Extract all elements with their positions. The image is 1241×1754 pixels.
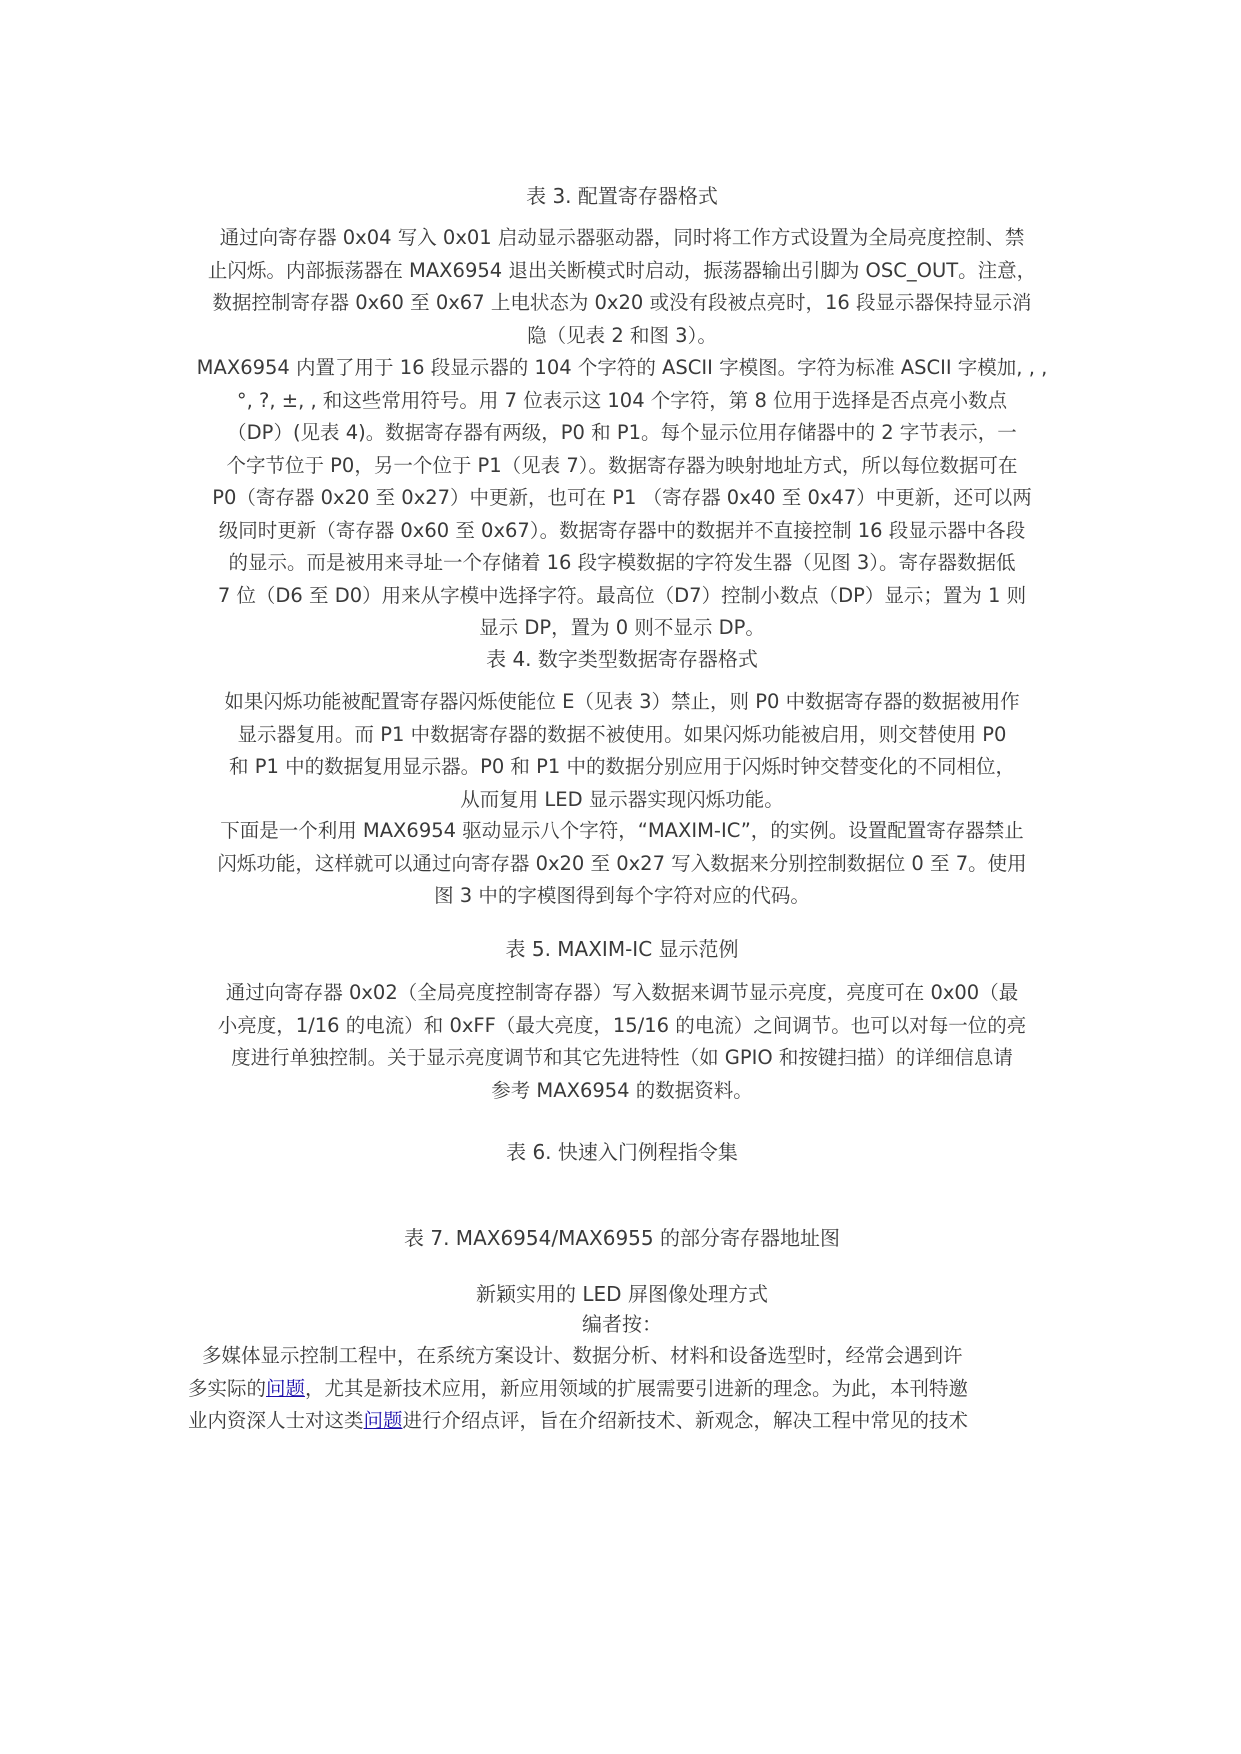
problem-link[interactable]: 问题 xyxy=(363,1409,403,1432)
text-segment: 业内资深人士对这类 xyxy=(188,1409,364,1432)
text-line: 如果闪烁功能被配置寄存器闪烁使能位 E（见表 3）禁止，则 P0 中数据寄存器的数据被用作 xyxy=(224,690,1020,713)
paragraph-brightness xyxy=(188,977,1056,1107)
paragraph-ascii-font-map xyxy=(188,352,1056,645)
text-segment: 进行介绍点评，旨在介绍新技术、新观念，解决工程中常见的技术 xyxy=(402,1409,969,1432)
text-line: 度进行单独控制。关于显示亮度调节和其它先进特性（如 GPIO 和按键扫描）的详细信息请 xyxy=(231,1046,1013,1069)
text-line: 多媒体显示控制工程中，在系统方案设计、数据分析、材料和设备选型时，经常会遇到许 xyxy=(202,1344,963,1367)
text-line xyxy=(188,1405,1056,1438)
text-line: 通过向寄存器 0x02（全局亮度控制寄存器）写入数据来调节显示亮度，亮度可在 0x00（最 xyxy=(225,981,1019,1004)
table-3-caption: 表 3. 配置寄存器格式 xyxy=(526,184,718,208)
table-6-caption: 表 6. 快速入门例程指令集 xyxy=(506,1140,738,1164)
text-line: 级同时更新（寄存器 0x60 至 0x67）。数据寄存器中的数据并不直接控制 16 段显示器中各段 xyxy=(218,518,1026,542)
table-4-caption: 表 4. 数字类型数据寄存器格式 xyxy=(486,647,758,671)
text-line: °, ?, ±, , 和这些常用符号。用 7 位表示这 104 个字符，第 8 位用于选择是否点亮小数点 xyxy=(236,388,1008,412)
paragraph-maxim-ic-example xyxy=(188,815,1056,913)
text-line: MAX6954 内置了用于 16 段显示器的 104 个字符的 ASCII 字模图。字符为标准 ASCII 字模加, , , xyxy=(196,356,1048,379)
text-line: （DP）(见表 4)。数据寄存器有两级，P0 和 P1。每个显示位用存储器中的 2 字节表示，一 xyxy=(227,421,1017,444)
text-line: 7 位（D6 至 D0）用来从字模中选择字符。最高位（D7）控制小数点（DP）显示；置为 1 则 xyxy=(217,583,1027,607)
text-line: 从而复用 LED 显示器实现闪烁功能。 xyxy=(460,787,784,811)
text-segment: 多实际的 xyxy=(188,1376,267,1400)
text-line xyxy=(188,1373,1056,1406)
text-line: 隐（见表 2 和图 3）。 xyxy=(527,323,717,347)
text-line: 下面是一个利用 MAX6954 驱动显示八个字符，“MAXIM-IC”，的实例。设置配置寄存器禁止 xyxy=(220,819,1024,842)
text-line: 小亮度，1/16 的电流）和 0xFF（最大亮度，15/16 的电流）之间调节。也可以对每一位的亮 xyxy=(217,1013,1027,1037)
editor-note-label: 编者按： xyxy=(582,1312,662,1336)
text-line: 闪烁功能，这样就可以通过向寄存器 0x20 至 0x27 写入数据来分别控制数据位 0 至 7。使用 xyxy=(217,851,1027,875)
text-line: P0（寄存器 0x20 至 0x27）中更新，也可在 P1 （寄存器 0x40 至 0x47）中更新，还可以两 xyxy=(212,486,1032,509)
text-line: 个字节位于 P0，另一个位于 P1（见表 7）。数据寄存器为映射地址方式，所以每位数据可在 xyxy=(226,453,1018,477)
paragraph-blink-function xyxy=(188,686,1056,816)
paragraph-config-register xyxy=(188,222,1056,352)
table-7-caption: 表 7. MAX6954/MAX6955 的部分寄存器地址图 xyxy=(404,1226,840,1250)
paragraph-editor-note xyxy=(188,1340,1056,1438)
article-title: 新颖实用的 LED 屏图像处理方式 xyxy=(476,1282,768,1306)
text-line: 参考 MAX6954 的数据资料。 xyxy=(491,1078,753,1102)
text-segment: ，尤其是新技术应用，新应用领域的扩展需要引进新的理念。为此，本刊特邀 xyxy=(305,1376,969,1400)
text-line: 图 3 中的字模图得到每个字符对应的代码。 xyxy=(434,884,810,907)
text-line: 数据控制寄存器 0x60 至 0x67 上电状态为 0x20 或没有段被点亮时，16 段显示器保持显示消 xyxy=(212,291,1032,314)
text-line: 止闪烁。内部振荡器在 MAX6954 退出关断模式时启动，振荡器输出引脚为 OSC_OUT。注意， xyxy=(207,258,1037,282)
text-line: 通过向寄存器 0x04 写入 0x01 启动显示器驱动器，同时将工作方式设置为全局亮度控制、禁 xyxy=(219,226,1025,249)
text-line: 显示器复用。而 P1 中数据寄存器的数据不被使用。如果闪烁功能被启用，则交替使用 P0 xyxy=(237,722,1007,746)
table-5-caption: 表 5. MAXIM-IC 显示范例 xyxy=(505,937,739,961)
text-line: 显示 DP，置为 0 则不显示 DP。 xyxy=(479,616,765,639)
text-line: 的显示。而是被用来寻址一个存储着 16 段字模数据的字符发生器（见图 3）。寄存器数据低 xyxy=(228,551,1016,574)
problem-link[interactable]: 问题 xyxy=(266,1376,306,1400)
text-line: 和 P1 中的数据复用显示器。P0 和 P1 中的数据分别应用于闪烁时钟交替变化的不同相位， xyxy=(229,755,1015,778)
